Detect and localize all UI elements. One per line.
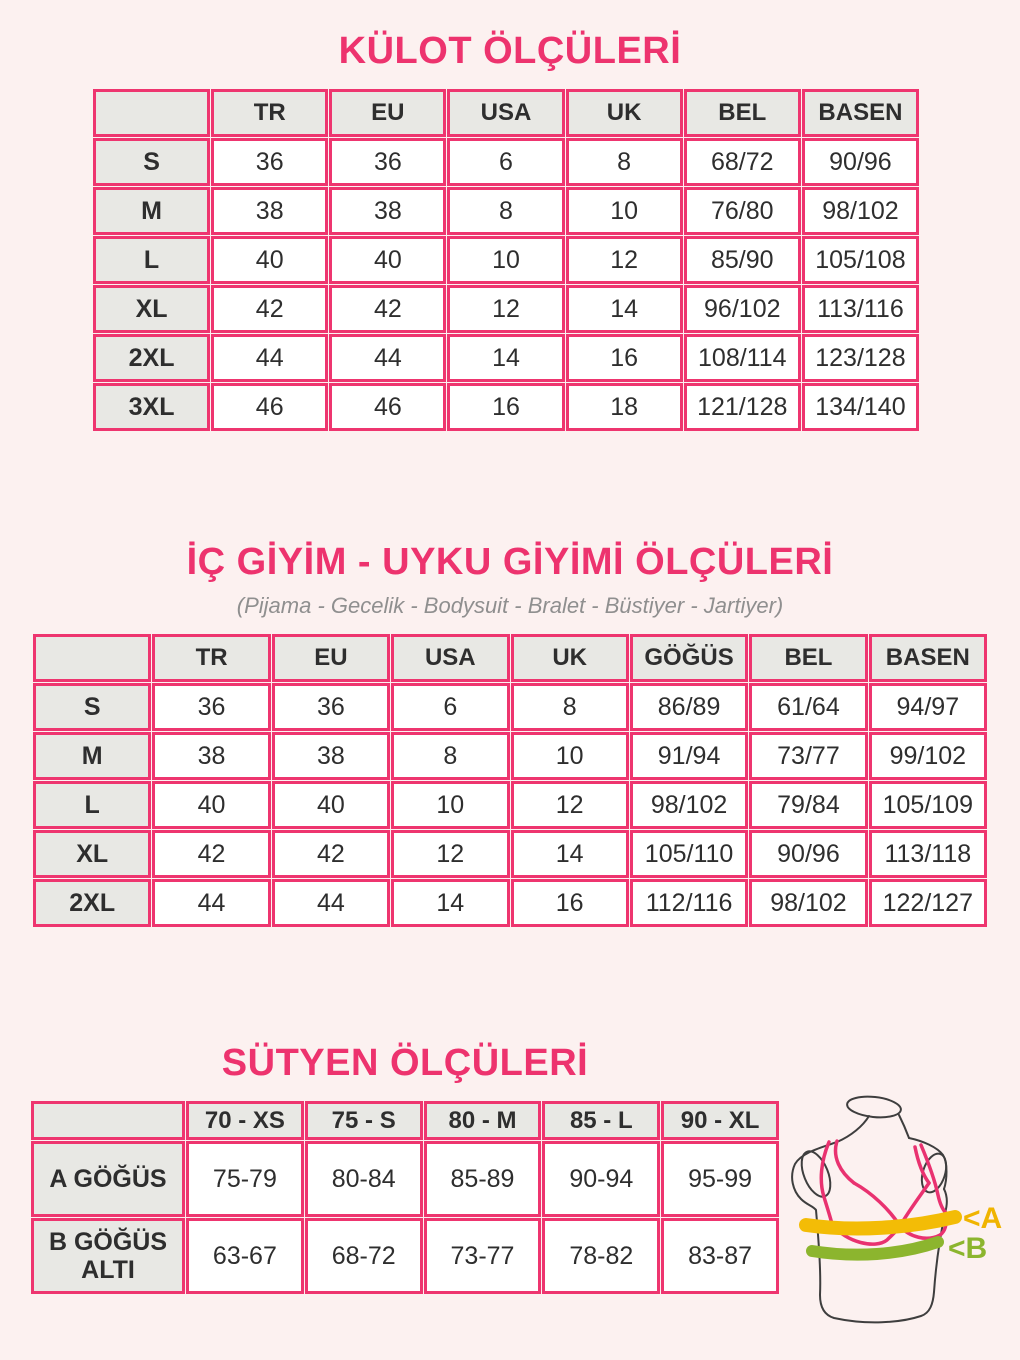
size-value-cell: 91/94 [630,732,748,780]
table-row [31,1218,779,1294]
kulot-size-table [92,88,920,432]
table-row [93,383,919,431]
column-header-cell: BEL [684,89,801,137]
table-row [93,138,919,186]
size-value-cell: 113/118 [869,830,987,878]
band-b-label: <B [948,1232,988,1265]
column-header-cell: 70 - XS [186,1101,304,1140]
size-value-cell: 73-77 [424,1218,542,1294]
table-row [33,683,987,731]
size-value-cell: 42 [272,830,390,878]
row-label-cell: B GÖĞÜS ALTI [31,1218,185,1294]
kulot-section-title: KÜLOT ÖLÇÜLERİ [338,30,682,72]
row-label-cell: M [33,732,151,780]
size-value-cell: 40 [211,236,328,284]
table-row [31,1141,779,1217]
size-value-cell: 10 [566,187,683,235]
table-row [93,334,919,382]
size-value-cell: 8 [391,732,509,780]
column-header-cell: EU [272,634,390,682]
row-label-cell: S [33,683,151,731]
size-value-cell: 78-82 [542,1218,660,1294]
row-label-cell: L [93,236,210,284]
size-value-cell: 134/140 [802,383,919,431]
size-value-cell: 61/64 [749,683,867,731]
row-label-cell: 3XL [93,383,210,431]
size-value-cell: 36 [329,138,446,186]
size-table [92,88,920,432]
size-value-cell: 8 [566,138,683,186]
size-value-cell: 68/72 [684,138,801,186]
row-label-cell: XL [33,830,151,878]
size-value-cell: 121/128 [684,383,801,431]
size-value-cell: 42 [152,830,270,878]
size-value-cell: 99/102 [869,732,987,780]
size-value-cell: 16 [566,334,683,382]
size-value-cell: 83-87 [661,1218,779,1294]
size-value-cell: 44 [272,879,390,927]
row-label-cell: S [93,138,210,186]
size-value-cell: 44 [152,879,270,927]
size-value-cell: 42 [211,285,328,333]
sutyen-size-table [30,1100,780,1295]
size-value-cell: 76/80 [684,187,801,235]
bra-measurement-figure [790,1085,1020,1360]
size-value-cell: 46 [329,383,446,431]
column-header-cell: 90 - XL [661,1101,779,1140]
size-value-cell: 36 [211,138,328,186]
ic-giyim-section-subtitle: (Pijama - Gecelik - Bodysuit - Bralet - Büstiyer - Jartiyer) [236,593,784,618]
size-value-cell: 98/102 [802,187,919,235]
row-label-cell: 2XL [33,879,151,927]
column-header-cell: 80 - M [424,1101,542,1140]
size-value-cell: 40 [272,781,390,829]
table-row [33,879,987,927]
column-header-cell: TR [152,634,270,682]
size-value-cell: 8 [511,683,629,731]
size-value-cell: 105/109 [869,781,987,829]
size-value-cell: 42 [329,285,446,333]
size-value-cell: 86/89 [630,683,748,731]
size-value-cell: 95-99 [661,1141,779,1217]
row-label-cell: XL [93,285,210,333]
size-value-cell: 14 [447,334,564,382]
band-a-bust-line [806,1217,955,1228]
size-value-cell: 113/116 [802,285,919,333]
size-value-cell: 98/102 [630,781,748,829]
size-value-cell: 6 [447,138,564,186]
size-value-cell: 14 [566,285,683,333]
column-header-cell: BEL [749,634,867,682]
size-value-cell: 38 [152,732,270,780]
size-value-cell: 36 [152,683,270,731]
size-value-cell: 10 [391,781,509,829]
size-value-cell: 18 [566,383,683,431]
size-value-cell: 14 [511,830,629,878]
column-header-cell: 75 - S [305,1101,423,1140]
size-value-cell: 46 [211,383,328,431]
size-value-cell: 12 [511,781,629,829]
sutyen-section-title: SÜTYEN ÖLÇÜLERİ [221,1042,589,1084]
size-value-cell: 36 [272,683,390,731]
table-row [33,781,987,829]
size-value-cell: 44 [211,334,328,382]
column-header-cell: UK [511,634,629,682]
corner-cell [31,1101,185,1140]
size-value-cell: 80-84 [305,1141,423,1217]
size-value-cell: 90/96 [749,830,867,878]
size-value-cell: 98/102 [749,879,867,927]
size-value-cell: 122/127 [869,879,987,927]
size-value-cell: 40 [329,236,446,284]
table-row [33,732,987,780]
size-value-cell: 90-94 [542,1141,660,1217]
size-value-cell: 38 [211,187,328,235]
size-value-cell: 85/90 [684,236,801,284]
size-value-cell: 63-67 [186,1218,304,1294]
size-value-cell: 38 [329,187,446,235]
row-label-cell: L [33,781,151,829]
size-value-cell: 90/96 [802,138,919,186]
size-value-cell: 68-72 [305,1218,423,1294]
ic-giyim-size-table [32,633,988,928]
table-row [93,285,919,333]
size-value-cell: 44 [329,334,446,382]
size-value-cell: 10 [447,236,564,284]
size-value-cell: 16 [447,383,564,431]
size-table [30,1100,780,1295]
size-value-cell: 123/128 [802,334,919,382]
size-value-cell: 40 [152,781,270,829]
size-value-cell: 96/102 [684,285,801,333]
column-header-cell: 85 - L [542,1101,660,1140]
size-value-cell: 94/97 [869,683,987,731]
column-header-cell: TR [211,89,328,137]
size-value-cell: 73/77 [749,732,867,780]
size-value-cell: 12 [566,236,683,284]
size-value-cell: 79/84 [749,781,867,829]
column-header-cell: USA [391,634,509,682]
table-row [33,830,987,878]
size-value-cell: 108/114 [684,334,801,382]
row-label-cell: A GÖĞÜS [31,1141,185,1217]
size-value-cell: 105/108 [802,236,919,284]
size-value-cell: 12 [447,285,564,333]
mannequin-torso-outline [792,1094,951,1322]
size-value-cell: 105/110 [630,830,748,878]
column-header-cell: USA [447,89,564,137]
row-label-cell: M [93,187,210,235]
corner-cell [33,634,151,682]
column-header-cell: EU [329,89,446,137]
column-header-cell: BASEN [869,634,987,682]
size-value-cell: 112/116 [630,879,748,927]
band-a-label: <A [963,1202,1003,1235]
size-value-cell: 12 [391,830,509,878]
column-header-cell: UK [566,89,683,137]
table-row [93,187,919,235]
size-table [32,633,988,928]
size-value-cell: 10 [511,732,629,780]
row-label-cell: 2XL [93,334,210,382]
size-value-cell: 38 [272,732,390,780]
size-value-cell: 8 [447,187,564,235]
ic-giyim-section-title: İÇ GİYİM - UYKU GİYİMİ ÖLÇÜLERİ [186,541,834,583]
size-value-cell: 14 [391,879,509,927]
size-value-cell: 85-89 [424,1141,542,1217]
column-header-cell: BASEN [802,89,919,137]
table-row [93,236,919,284]
size-value-cell: 75-79 [186,1141,304,1217]
column-header-cell: GÖĞÜS [630,634,748,682]
size-value-cell: 16 [511,879,629,927]
corner-cell [93,89,210,137]
size-value-cell: 6 [391,683,509,731]
